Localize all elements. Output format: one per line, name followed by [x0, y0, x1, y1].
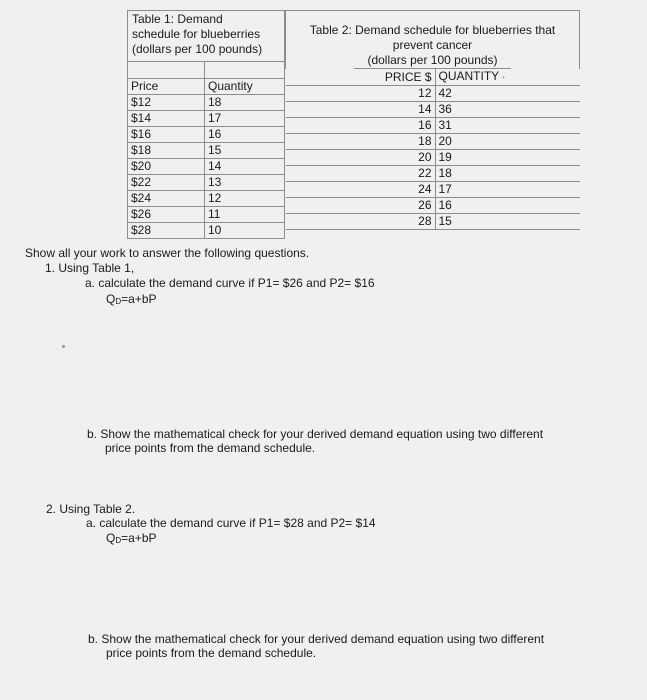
question-1b-line: b. Show the mathematical check for your derived demand equation using two different: [87, 427, 544, 441]
table-row: [128, 143, 285, 159]
formula-subscript: D: [115, 536, 122, 545]
table-row: [128, 191, 285, 207]
formula-q: Q: [106, 292, 116, 306]
price-cell: 28: [286, 214, 436, 230]
question-2a-text: a. calculate the demand curve if P1= $28 and P2= $14: [86, 516, 376, 530]
table-row: [128, 159, 285, 175]
price-cell: $14: [128, 111, 205, 127]
table-1-header-quantity: Quantity: [205, 79, 285, 95]
table-row: [286, 214, 580, 230]
question-2b-line: b. Show the mathematical check for your derived demand equation using two different: [88, 632, 545, 646]
table-row: [128, 95, 285, 111]
price-cell: 20: [286, 150, 436, 166]
table-2-caption-line: (dollars per 100 pounds): [354, 53, 511, 69]
table-row: [128, 223, 285, 239]
table-1-gap-row: [128, 62, 285, 79]
price-cell: 18: [286, 134, 436, 150]
price-cell: $16: [128, 127, 205, 143]
quantity-cell: 14: [205, 159, 285, 175]
table-2-caption-line: Table 2: Demand schedule for blueberries that: [309, 23, 556, 37]
table-row: [286, 118, 580, 134]
price-cell: 14: [286, 102, 436, 118]
price-cell: $22: [128, 175, 205, 191]
quantity-cell: 31: [435, 118, 580, 134]
price-cell: $26: [128, 207, 205, 223]
table-1-caption-line: (dollars per 100 pounds): [132, 42, 263, 56]
question-2b-text: [88, 632, 544, 660]
formula-rest: =a+bP: [121, 531, 157, 545]
price-cell: 22: [286, 166, 436, 182]
table-1-caption-row: [128, 11, 285, 62]
question-2-formula: [106, 531, 157, 548]
price-cell: 16: [286, 118, 436, 134]
formula-q: Q: [106, 531, 116, 545]
table-row: [128, 127, 285, 143]
stray-mark: [62, 345, 65, 348]
table-row: [286, 86, 580, 102]
table-row: [286, 102, 580, 118]
question-1b-text: [87, 427, 543, 455]
price-cell: $24: [128, 191, 205, 207]
price-cell: $18: [128, 143, 205, 159]
table-1: [127, 10, 285, 239]
price-cell: $20: [128, 159, 205, 175]
table-row: [128, 111, 285, 127]
table-row: [128, 207, 285, 223]
table-2-header-quantity: [435, 69, 580, 86]
question-1-label: 1. Using Table 1,: [45, 261, 135, 275]
table-1-header-row: [128, 79, 285, 95]
question-1b-line: price points from the demand schedule.: [105, 441, 316, 455]
quantity-cell: 16: [435, 198, 580, 214]
quantity-cell: 19: [435, 150, 580, 166]
price-cell: $12: [128, 95, 205, 111]
question-1-formula: [106, 292, 157, 309]
quantity-cell: 10: [205, 223, 285, 239]
instructions-text: Show all your work to answer the following questions.: [25, 246, 310, 260]
quantity-cell: 13: [205, 175, 285, 191]
quantity-cell: 42: [435, 86, 580, 102]
quantity-cell: 36: [435, 102, 580, 118]
quantity-cell: 15: [435, 214, 580, 230]
table-1-caption-line: Table 1: Demand: [132, 12, 223, 26]
table-2-header-row: [286, 69, 580, 86]
table-row: [286, 166, 580, 182]
table-row: [128, 175, 285, 191]
quantity-cell: 18: [205, 95, 285, 111]
quantity-cell: 12: [205, 191, 285, 207]
price-cell: 24: [286, 182, 436, 198]
quantity-cell: 17: [435, 182, 580, 198]
quantity-cell: 20: [435, 134, 580, 150]
question-2b-line: price points from the demand schedule.: [106, 646, 317, 660]
quantity-cell: 18: [435, 166, 580, 182]
table-2: [285, 10, 580, 230]
table-row: [286, 150, 580, 166]
table-row: [286, 198, 580, 214]
price-cell: 26: [286, 198, 436, 214]
quantity-cell: 16: [205, 127, 285, 143]
table-1-caption-line: schedule for blueberries: [132, 27, 261, 41]
quantity-cell: 17: [205, 111, 285, 127]
question-2-label: 2. Using Table 2.: [46, 502, 136, 516]
cell-marker-icon: •: [502, 73, 505, 82]
table-row: [286, 182, 580, 198]
table-2-caption: [286, 11, 580, 70]
formula-rest: =a+bP: [121, 292, 157, 306]
price-cell: 12: [286, 86, 436, 102]
quantity-cell: 15: [205, 143, 285, 159]
table-1-header-price: Price: [128, 79, 205, 95]
quantity-cell: 11: [205, 207, 285, 223]
price-cell: $28: [128, 223, 205, 239]
table-2-caption-row: [286, 11, 580, 70]
table-2-header-quantity-label: QUANTITY: [438, 69, 500, 83]
table-row: [286, 134, 580, 150]
table-2-caption-line: prevent cancer: [392, 38, 473, 52]
table-2-header-price: PRICE $: [286, 69, 436, 86]
question-1a-text: a. calculate the demand curve if P1= $26 and P2= $16: [85, 276, 375, 290]
formula-subscript: D: [115, 297, 122, 306]
table-1-caption: [128, 11, 285, 62]
